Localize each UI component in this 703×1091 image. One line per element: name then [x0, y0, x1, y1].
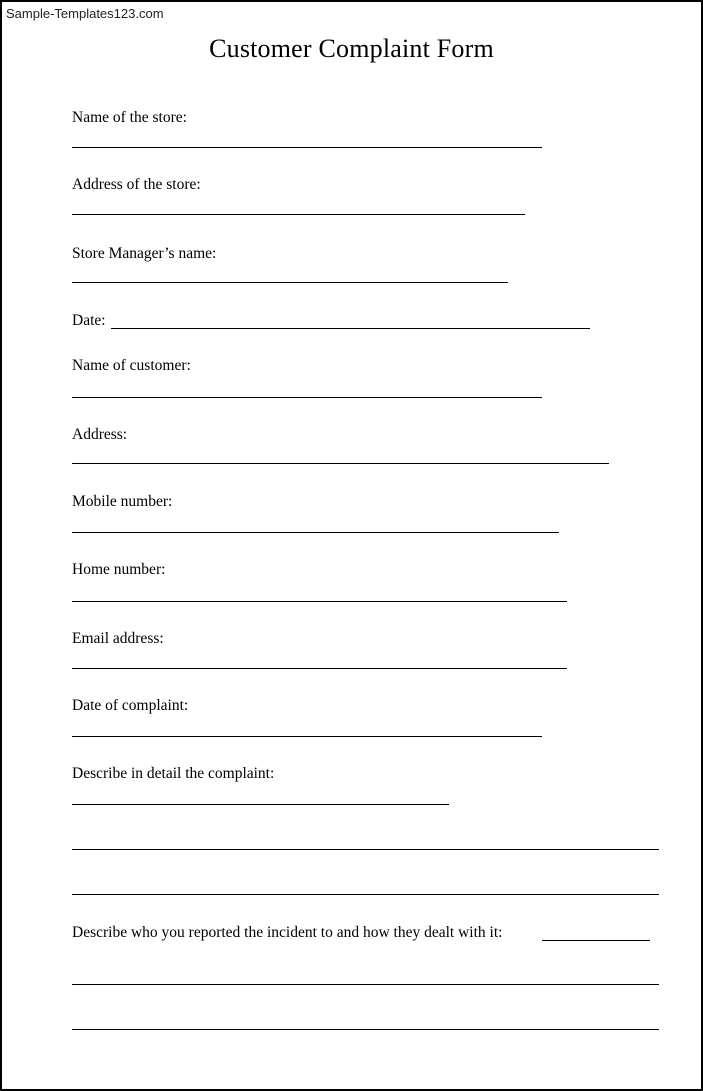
customer-name-label: Name of customer:: [72, 357, 191, 374]
manager-name-line[interactable]: [72, 282, 508, 283]
email-address-line[interactable]: [72, 668, 567, 669]
home-number-line[interactable]: [72, 601, 567, 602]
complaint-detail-line-2[interactable]: [72, 849, 659, 850]
complaint-date-line[interactable]: [72, 736, 542, 737]
reported-to-line-3[interactable]: [72, 1029, 659, 1030]
reported-to-line-1[interactable]: [542, 940, 650, 941]
reported-to-line-2[interactable]: [72, 984, 659, 985]
home-number-label: Home number:: [72, 561, 166, 578]
store-name-label: Name of the store:: [72, 109, 187, 126]
date-line[interactable]: [111, 328, 590, 329]
address-line[interactable]: [72, 463, 609, 464]
store-address-label: Address of the store:: [72, 176, 201, 193]
form-title: Customer Complaint Form: [209, 34, 494, 63]
complaint-detail-line-1[interactable]: [72, 804, 449, 805]
address-label: Address:: [72, 426, 128, 443]
store-name-line[interactable]: [72, 147, 542, 148]
mobile-number-label: Mobile number:: [72, 493, 173, 510]
watermark-text: Sample-Templates123.com: [6, 6, 164, 21]
manager-name-label: Store Manager’s name:: [72, 245, 217, 262]
date-label: Date:: [72, 312, 106, 329]
store-address-line[interactable]: [72, 214, 525, 215]
email-address-label: Email address:: [72, 630, 164, 647]
complaint-detail-line-3[interactable]: [72, 894, 659, 895]
complaint-date-label: Date of complaint:: [72, 697, 189, 714]
customer-name-line[interactable]: [72, 397, 542, 398]
reported-to-label: Describe who you reported the incident to and how they dealt with it:: [72, 924, 503, 941]
complaint-detail-label: Describe in detail the complaint:: [72, 765, 275, 782]
mobile-number-line[interactable]: [72, 532, 559, 533]
